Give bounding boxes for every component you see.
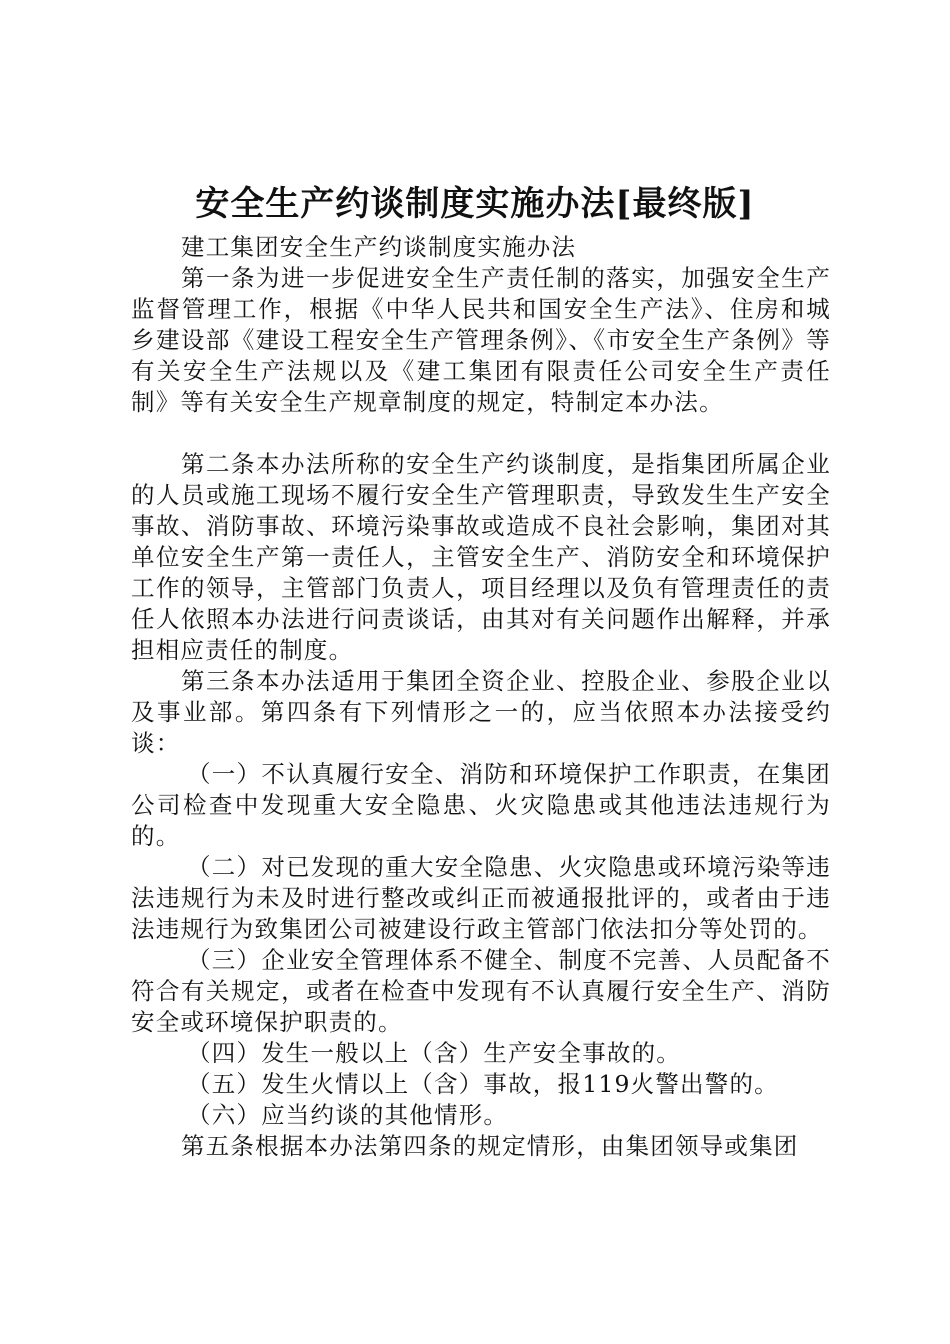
article-1-paragraph: 第一条为进一步促进安全生产责任制的落实，加强安全生产监督管理工作，根据《中华人民共和国安全生产法》、住房和城乡建设部《建设工程安全生产管理条例》、《市安全生产条例》等有关安全生产法规以及《建工集团有限责任公司安全生产责任制》等有关安全生产规章制度的规定，特制定本办法。	[131, 264, 831, 416]
article-5-paragraph: 第五条根据本办法第四条的规定情形，由集团领导或集团	[181, 1132, 799, 1160]
item-4-paragraph: （四）发生一般以上（含）生产安全事故的。	[187, 1039, 681, 1067]
subtitle-paragraph: 建工集团安全生产约谈制度实施办法	[181, 233, 577, 261]
paragraph-gap	[131, 418, 831, 449]
item-2-paragraph: （二）对已发现的重大安全隐患、火灾隐患或环境污染等违法违规行为未及时进行整改或纠正而被通报批评的，或者由于违法违规行为致集团公司被建设行政主管部门依法扣分等处罚的。	[131, 853, 831, 943]
article-3-paragraph: 第三条本办法适用于集团全资企业、控股企业、参股企业以及事业部。第四条有下列情形之一的，应当依照本办法接受约谈：	[131, 667, 831, 757]
document-body	[131, 232, 831, 1162]
item-5-paragraph: （五）发生火情以上（含）事故，报119火警出警的。	[187, 1070, 779, 1098]
item-6-paragraph: （六）应当约谈的其他情形。	[187, 1101, 509, 1129]
item-3-paragraph: （三）企业安全管理体系不健全、制度不完善、人员配备不符合有关规定，或者在检查中发现有不认真履行安全生产、消防安全或环境保护职责的。	[131, 946, 831, 1036]
article-2-paragraph: 第二条本办法所称的安全生产约谈制度，是指集团所属企业的人员或施工现场不履行安全生产管理职责，导致发生生产安全事故、消防事故、环境污染事故或造成不良社会影响，集团对其单位安全生产第一责任人，主管安全生产、消防安全和环境保护工作的领导，主管部门负责人，项目经理以及负有管理责任的责任人依照本办法进行问责谈话，由其对有关问题作出解释，并承担相应责任的制度。	[131, 450, 831, 664]
item-1-paragraph: （一）不认真履行安全、消防和环境保护工作职责，在集团公司检查中发现重大安全隐患、火灾隐患或其他违法违规行为的。	[131, 760, 831, 850]
document-title: 安全生产约谈制度实施办法[最终版]	[195, 184, 755, 224]
